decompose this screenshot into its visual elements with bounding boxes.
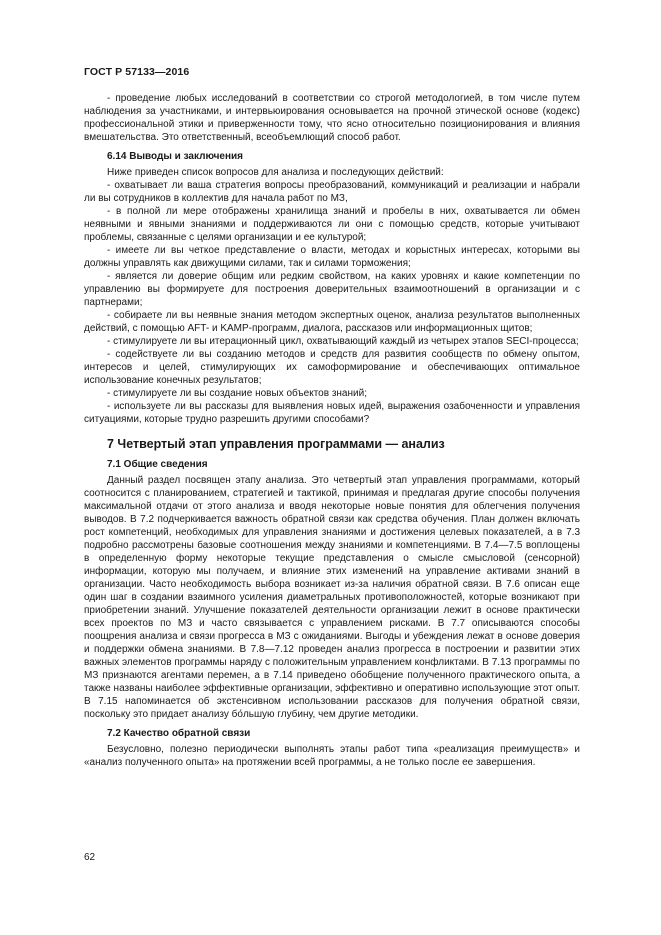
question-item-3: - имеете ли вы четкое представление о власти, методах и корыстных интересах, которыми вы должны управлять как движущими силами, так и силами торможения;	[84, 245, 580, 269]
intro-bullet: - проведение любых исследований в соответствии со строгой методологией, в том числе путем наблюдения за участниками, и интервьюирования основывается на прочной этической основе (кодекс) профессиональной этики и приверженности тому, что ясно относительно позиционирования и влияния вмешательства. Это ответственный, всеобъемлющий способ работ.	[84, 93, 580, 143]
section-7-1-heading: 7.1 Общие сведения	[107, 459, 208, 470]
section-7-1-text: Данный раздел посвящен этапу анализа. Это четвертый этап управления программами, который соотносится с планированием, стратегией и тактикой, принимая и предлагая другие способы получения максимальной отдачи от этого анализа и вводя некоторые новые понятия для облегчения получения выводов. В 7.2 подчеркивается важность обратной связи как средства обучения. План должен включать рост компетенций, необходимых для управления знаниями и достижения целевых показателей, а в 7.3 подробно рассмотрены базовые соотношения между знаниями и компетенциями. В 7.4—7.5 воплощены в определенную форму некоторые текущие представления о смысле смысловой (сенсорной) информации, которую мы получаем, и влияние этих изменений на управление активами знаний в организации. Часто необходимость выбора возникает из-за наличия обратной связи. В 7.6 описан еще один шаг в создании взаимного усиления диаметральных противоположностей, которые возникают при приобретении знаний. Улучшение показателей деятельности организации лежит в основе практически всех проектов по МЗ и часто связывается с управлением рисками. В 7.7 описываются способы поощрения анализа и связи прогресса в МЗ с ожиданиями. Выгоды и убеждения лежат в основе доверия и поддержки обмена знаниями. В 7.8—7.12 проведен анализ прогресса в построении и развитии этих важных элементов программы наряду с положительным управлением конфликтами. В 7.13 программы по МЗ признаются агентами перемен, а в 7.14 приведено обобщение полученного практического опыта, а также названы наиболее эффективные организации, эффективно и оперативно использующие этот опыт. В 7.15 напоминается об экстенсивном использовании рассказов для получения обратной связи, поскольку это придает анализу бо́льшую глубину, чем другие методики.	[84, 475, 580, 720]
page-content	[84, 92, 580, 769]
question-item-2: - в полной ли мере отображены хранилища знаний и пробелы в них, охватывается ли обмен неявными и явными знаниями и поддерживаются ли они с помощью средств, которые учитывают проблемы, связанные с целями организации и ее культурой;	[84, 206, 580, 243]
question-item-5: - собираете ли вы неявные знания методом экспертных оценок, анализа результатов выполненных действий, с помощью AFT- и KAMP-программ, диалога, рассказов или информационных щитов;	[84, 310, 580, 334]
section-6-14-heading: 6.14 Выводы и заключения	[107, 151, 244, 162]
question-item-4: - является ли доверие общим или редким свойством, на каких уровнях и какие компетенции по управлению вы формируете для построения доверительных взаимоотношений в организации и с партнерами;	[84, 271, 580, 308]
question-item-7: - содействуете ли вы созданию методов и средств для развития сообществ по обмену опытом, интересов и целей, стимулирующих их самоформирование и обеспечивающих оптимальное использование конечных результатов;	[84, 349, 580, 386]
question-item-1: - охватывает ли ваша стратегия вопросы преобразований, коммуникаций и реализации и набрали ли вы сотрудников в коллектив для начала работ по МЗ,	[84, 180, 580, 204]
question-item-8: - стимулируете ли вы создание новых объектов знаний;	[107, 388, 367, 399]
question-item-9: - используете ли вы рассказы для выявления новых идей, выражения озабоченности и управления ситуациями, которые трудно разрешить другими способами?	[84, 401, 580, 425]
section-7-2-heading: 7.2 Качество обратной связи	[107, 728, 251, 739]
section-7-heading: 7 Четвертый этап управления программами — анализ	[107, 437, 445, 451]
section-7-2-text: Безусловно, полезно периодически выполнять этапы работ типа «реализация преимуществ» и «анализ полученного опыта» на протяжении всей программы, а не только после ее завершения.	[84, 744, 580, 768]
section-6-14-lead: Ниже приведен список вопросов для анализа и последующих действий:	[107, 167, 444, 178]
question-item-6: - стимулируете ли вы итерационный цикл, охватывающий каждый из четырех этапов SECI-процесса;	[107, 336, 579, 347]
page-number: 62	[84, 852, 96, 863]
document-header: ГОСТ Р 57133—2016	[84, 66, 190, 78]
